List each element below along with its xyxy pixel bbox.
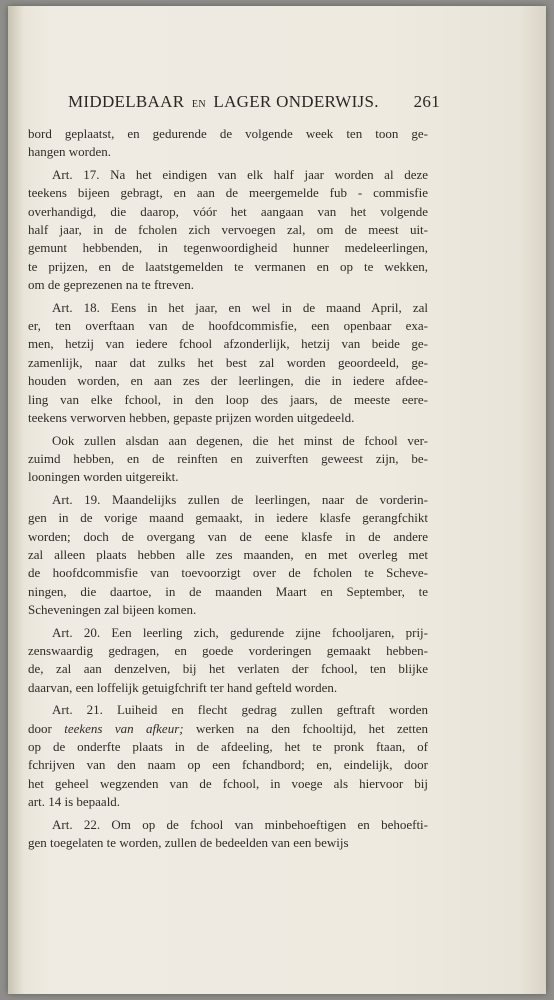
text-line: zenswaardig gedragen, en goede vorderingen gemaakt hebben- [28,642,428,658]
paragraph [28,125,428,162]
text-line: ningen, die daartoe, in de maanden Maart en September, te [28,583,428,599]
text-line: gemunt hebbenden, in tegenwoordigheid hunner medeleerlingen, [28,240,428,256]
body-text [28,125,428,856]
text-line: er, ten overftaan van de hoofdcommisfie, een openbaar exa- [28,318,428,334]
text-line: teekens bijeen gebragt, en aan de meergemelde fub - commisfie [28,185,428,201]
italic-phrase: teekens van afkeur; [64,720,184,736]
text-line: het geheel wegzenden van de fchool, in voege als hiervoor bij [28,775,428,791]
book-page [8,6,546,994]
text-line: gen in de vorige maand gemaakt, in iedere klasfe gerangfchikt [28,510,428,526]
text-line: Art. 18. Eens in het jaar, en wel in de maand April, zal [52,299,428,315]
text-line: Ook zullen alsdan aan degenen, die het minst de fchool ver- [52,432,428,448]
text-line: zamenlijk, naar dat zulks het best zal worden geoordeeld, ge- [28,354,428,370]
paragraph [28,816,428,853]
header-title-part1: MIDDELBAAR [68,92,185,111]
paragraph [28,166,428,295]
text-line: Art. 19. Maandelijks zullen de leerlingen, naar de vorderin- [52,491,428,507]
text-line: Art. 22. Om op de fchool van minbehoeftigen en behoefti- [52,816,428,832]
text-line: de, zal aan denzelven, bij het verlaten der fchool, ten blijke [28,661,428,677]
text-line: te prijzen, en de laatstgemelden te vermanen en op te wekken, [28,258,428,274]
text-line: zuimd hebben, en de reinften en zuiverften geweest zijn, be- [28,450,428,466]
text-line: looningen worden uitgereikt. [28,469,179,485]
text-line: Scheveningen zal bijeen komen. [28,602,197,618]
text-line: Art. 20. Een leerling zich, gedurende zijne fchooljaren, prij- [52,624,428,640]
text-line: teekens verworven hebben, gepaste prijzen worden uitgedeeld. [28,410,355,426]
text-line: houden worden, en aan zes der leerlingen, die in iedere afdee- [28,373,428,389]
paragraph [28,491,428,620]
text-line: hangen worden. [28,144,112,160]
page-number: 261 [413,92,440,111]
text-line: om de geprezenen na te ftreven. [28,277,195,293]
paragraph [28,299,428,428]
paragraph [28,624,428,698]
header-title-part2: LAGER ONDERWIJS. [213,92,379,111]
text-line: men, hetzij van iedere fchool afzonderlijk, hetzij van beide ge- [28,336,428,352]
running-header [68,92,440,112]
paragraph [28,432,428,487]
text-line: de hoofdcommisfie van toevoorzigt over de fcholen te Scheve- [28,565,428,581]
text-line: daarvan, een loffelijk getuigfchrift ter hand gefteld worden. [28,679,338,695]
text-line: bord geplaatst, en gedurende de volgende week ten toon ge- [28,126,428,141]
text-line: art. 14 is bepaald. [28,794,121,810]
text-line: ling van elke fchool, in den loop des jaars, de meeste eere- [28,391,428,407]
text-line: zal alleen plaats hebben alle zes maanden, en met overleg met [28,546,428,562]
text-line: door teekens van afkeur; werken na den fchooltijd, het zetten [28,720,428,736]
text-line: Art. 21. Luiheid en flecht gedrag zullen geftraft worden [52,702,428,718]
text-line: gen toegelaten te worden, zullen de bedeelden van een bewijs [28,835,349,851]
header-title-conjunction: EN [191,99,206,110]
text-line: worden; doch de overgang van de eene klasfe in de andere [28,528,428,544]
paragraph [28,701,428,811]
text-line: Art. 17. Na het eindigen van elk half jaar worden al deze [52,166,428,182]
header-title [68,92,379,112]
text-line: overhandigd, die daarop, vóór het aangaan van het volgende [28,203,428,219]
text-line: fchrijven van den naam op een fchandbord; en, eindelijk, door [28,757,428,773]
text-line: op de onderfte plaats in de afdeeling, het te pronk ftaan, of [28,739,428,754]
text-line: half jaar, in de fcholen zich vervoegen zal, om de meest uit- [28,222,428,238]
